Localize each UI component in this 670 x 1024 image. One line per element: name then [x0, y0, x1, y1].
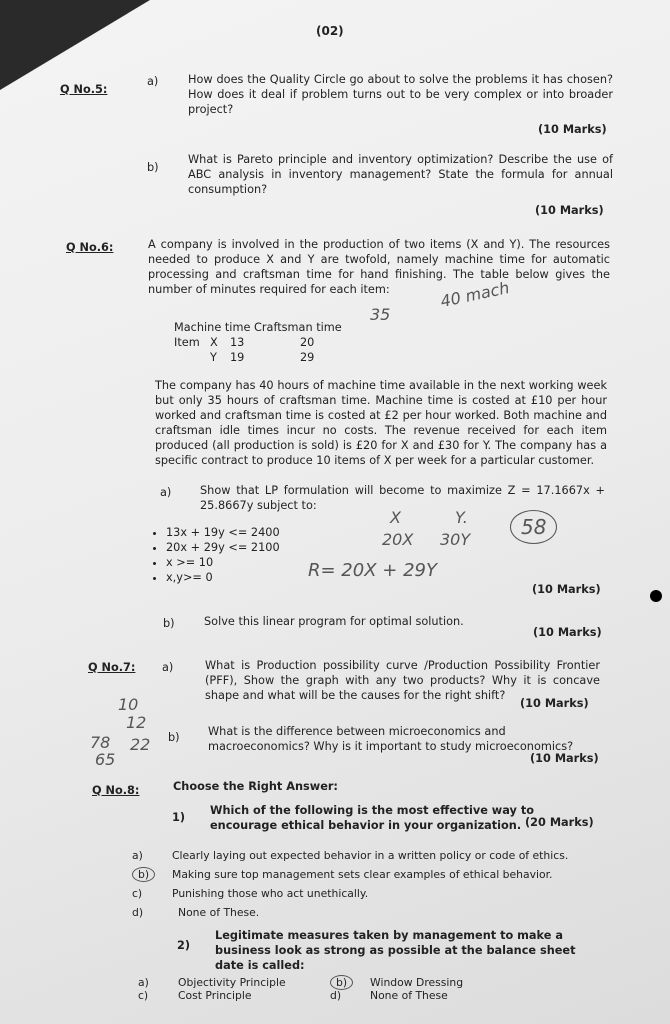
option-letter — [132, 865, 172, 884]
option-text: Clearly laying out expected behavior in a written policy or code of ethics. — [172, 849, 569, 862]
selected-circle: b) — [330, 975, 353, 990]
option-a[interactable] — [132, 846, 568, 865]
q6-label: Q No.6: — [66, 241, 114, 254]
handwriting-58: 58 — [510, 510, 557, 544]
q7-label: Q No.7: — [88, 661, 136, 674]
q5-label: Q No.5: — [60, 83, 108, 96]
q8-1-options — [132, 846, 568, 922]
option-c[interactable]: Cost Principle — [178, 989, 252, 1002]
option-letter: d) — [330, 989, 342, 1002]
q5b-marks: (10 Marks) — [535, 204, 604, 217]
selected-circle: b) — [132, 867, 155, 882]
option-d[interactable] — [132, 903, 568, 922]
option-letter: c) — [138, 989, 149, 1002]
option-c[interactable] — [132, 884, 568, 903]
q8-2-options — [138, 976, 463, 1002]
q5a-text: How does the Quality Circle go about to solve the problems it has chosen? How does it deal if problem turns out to be very complex or into broader project? — [188, 73, 613, 116]
constraint: • 20x + 29y <= 2100 — [166, 540, 280, 555]
q5b-text: What is Pareto principle and inventory optimization? Describe the use of ABC analysis in inventory management? State the formula for annual consumption? — [188, 153, 613, 196]
q5a-marks: (10 Marks) — [538, 123, 607, 136]
q7b-text: What is the difference between microeconomics and macroeconomics? Why is it important to study microeconomics? — [208, 725, 574, 753]
option-text: Making sure top management sets clear examples of ethical behavior. — [172, 868, 553, 881]
table-row — [174, 350, 342, 365]
option-text: None of These. — [178, 906, 260, 919]
hole-punch-dot — [650, 590, 662, 602]
handwriting-30y: 30Y — [440, 530, 471, 549]
option-d[interactable]: None of These — [370, 989, 448, 1002]
q8-title: Choose the Right Answer: — [173, 780, 338, 793]
q8-1-marks: (20 Marks) — [525, 816, 594, 829]
craft-min: 20 — [300, 336, 315, 349]
row-label: Item — [174, 336, 200, 349]
option-letter: d) — [132, 906, 144, 919]
q5a-label: a) — [147, 75, 159, 88]
q6b-text: Solve this linear program for optimal solution. — [204, 615, 464, 628]
q7b-label: b) — [168, 731, 180, 744]
table-header-machine: Machine time — [174, 321, 251, 334]
constraints-list — [150, 525, 280, 585]
constraint: • x >= 10 — [166, 555, 280, 570]
machine-min: 19 — [230, 351, 245, 364]
q7a-text: What is Production possibility curve /Production Possibility Frontier (PFF), Show the graph with any two products? Why it is concave shape and what will be the causes for the right shift? — [205, 659, 600, 702]
q7a-label: a) — [162, 661, 174, 674]
q6a-marks: (10 Marks) — [532, 583, 601, 596]
option-b[interactable]: Window Dressing — [370, 976, 464, 989]
q7a-marks: (10 Marks) — [520, 697, 589, 710]
constraint: • 13x + 19y <= 2400 — [166, 525, 280, 540]
option-b[interactable] — [132, 865, 568, 884]
handwriting-y: Y. — [455, 508, 468, 527]
q8-label: Q No.8: — [92, 784, 140, 797]
handwriting-x: X — [390, 508, 401, 527]
q6-body: The company has 40 hours of machine time available in the next working week but only 35 hours of craftsman time. Machine time is costed at £10 per hour worked and craftsman time is costed at £2 per hour worked. Both machine and craftsman idle times incur no costs. The revenue received for each item produced (all production is sold) is £20 for X and £30 for Y. The company has a specific contract to produce 10 items of X per week for a particular customer. — [155, 379, 607, 467]
option-letter: a) — [132, 849, 143, 862]
q8-2-text: Legitimate measures taken by management to make a business look as strong as possible at the balance sheet date is called: — [215, 929, 576, 972]
handwriting-22: 22 — [130, 735, 151, 754]
machine-min: 13 — [230, 336, 245, 349]
q6a-label: a) — [160, 486, 172, 499]
constraint: • x,y>= 0 — [166, 570, 280, 585]
handwriting-40-mach: 40 mach — [438, 277, 511, 312]
q6-intro: A company is involved in the production of two items (X and Y). The resources needed to produce X and Y are twofold, namely machine time for automatic processing and craftsman time for hand finishing. The table below gives the number of minutes required for each item: — [148, 238, 610, 296]
handwriting-35: 35 — [370, 305, 391, 324]
q7b-marks: (10 Marks) — [530, 752, 599, 765]
q6a-text: Show that LP formulation will become to maximize Z = 17.1667x + 25.8667y subject to: — [200, 484, 605, 512]
option-a[interactable]: Objectivity Principle — [178, 976, 286, 989]
handwriting-20x: 20X — [382, 530, 414, 549]
shadow-corner — [0, 0, 150, 90]
table-row — [174, 335, 342, 350]
q5b-label: b) — [147, 161, 159, 174]
craft-min: 29 — [300, 351, 315, 364]
q8-2-num: 2) — [177, 939, 191, 952]
handwriting-78: 78 — [90, 733, 111, 752]
q6-table — [174, 320, 342, 365]
item: Y — [210, 351, 217, 364]
handwriting-revenue: R= 20X + 29Y — [308, 560, 437, 581]
item: X — [210, 336, 218, 349]
option-letter — [330, 976, 370, 989]
handwriting-65: 65 — [95, 750, 116, 769]
page-number: (02) — [316, 24, 344, 38]
table-header-craftsman: Craftsman time — [254, 321, 342, 334]
q6b-marks: (10 Marks) — [533, 626, 602, 639]
handwriting-12: 12 — [126, 713, 147, 732]
q8-1-num: 1) — [172, 811, 186, 824]
option-letter: c) — [132, 887, 143, 900]
option-letter: a) — [138, 976, 149, 989]
q8-1-text: Which of the following is the most effective way to encourage ethical behavior in your organization. — [210, 804, 534, 832]
q6b-label: b) — [163, 617, 175, 630]
handwriting-10: 10 — [118, 695, 139, 714]
option-text: Punishing those who act unethically. — [172, 887, 369, 900]
